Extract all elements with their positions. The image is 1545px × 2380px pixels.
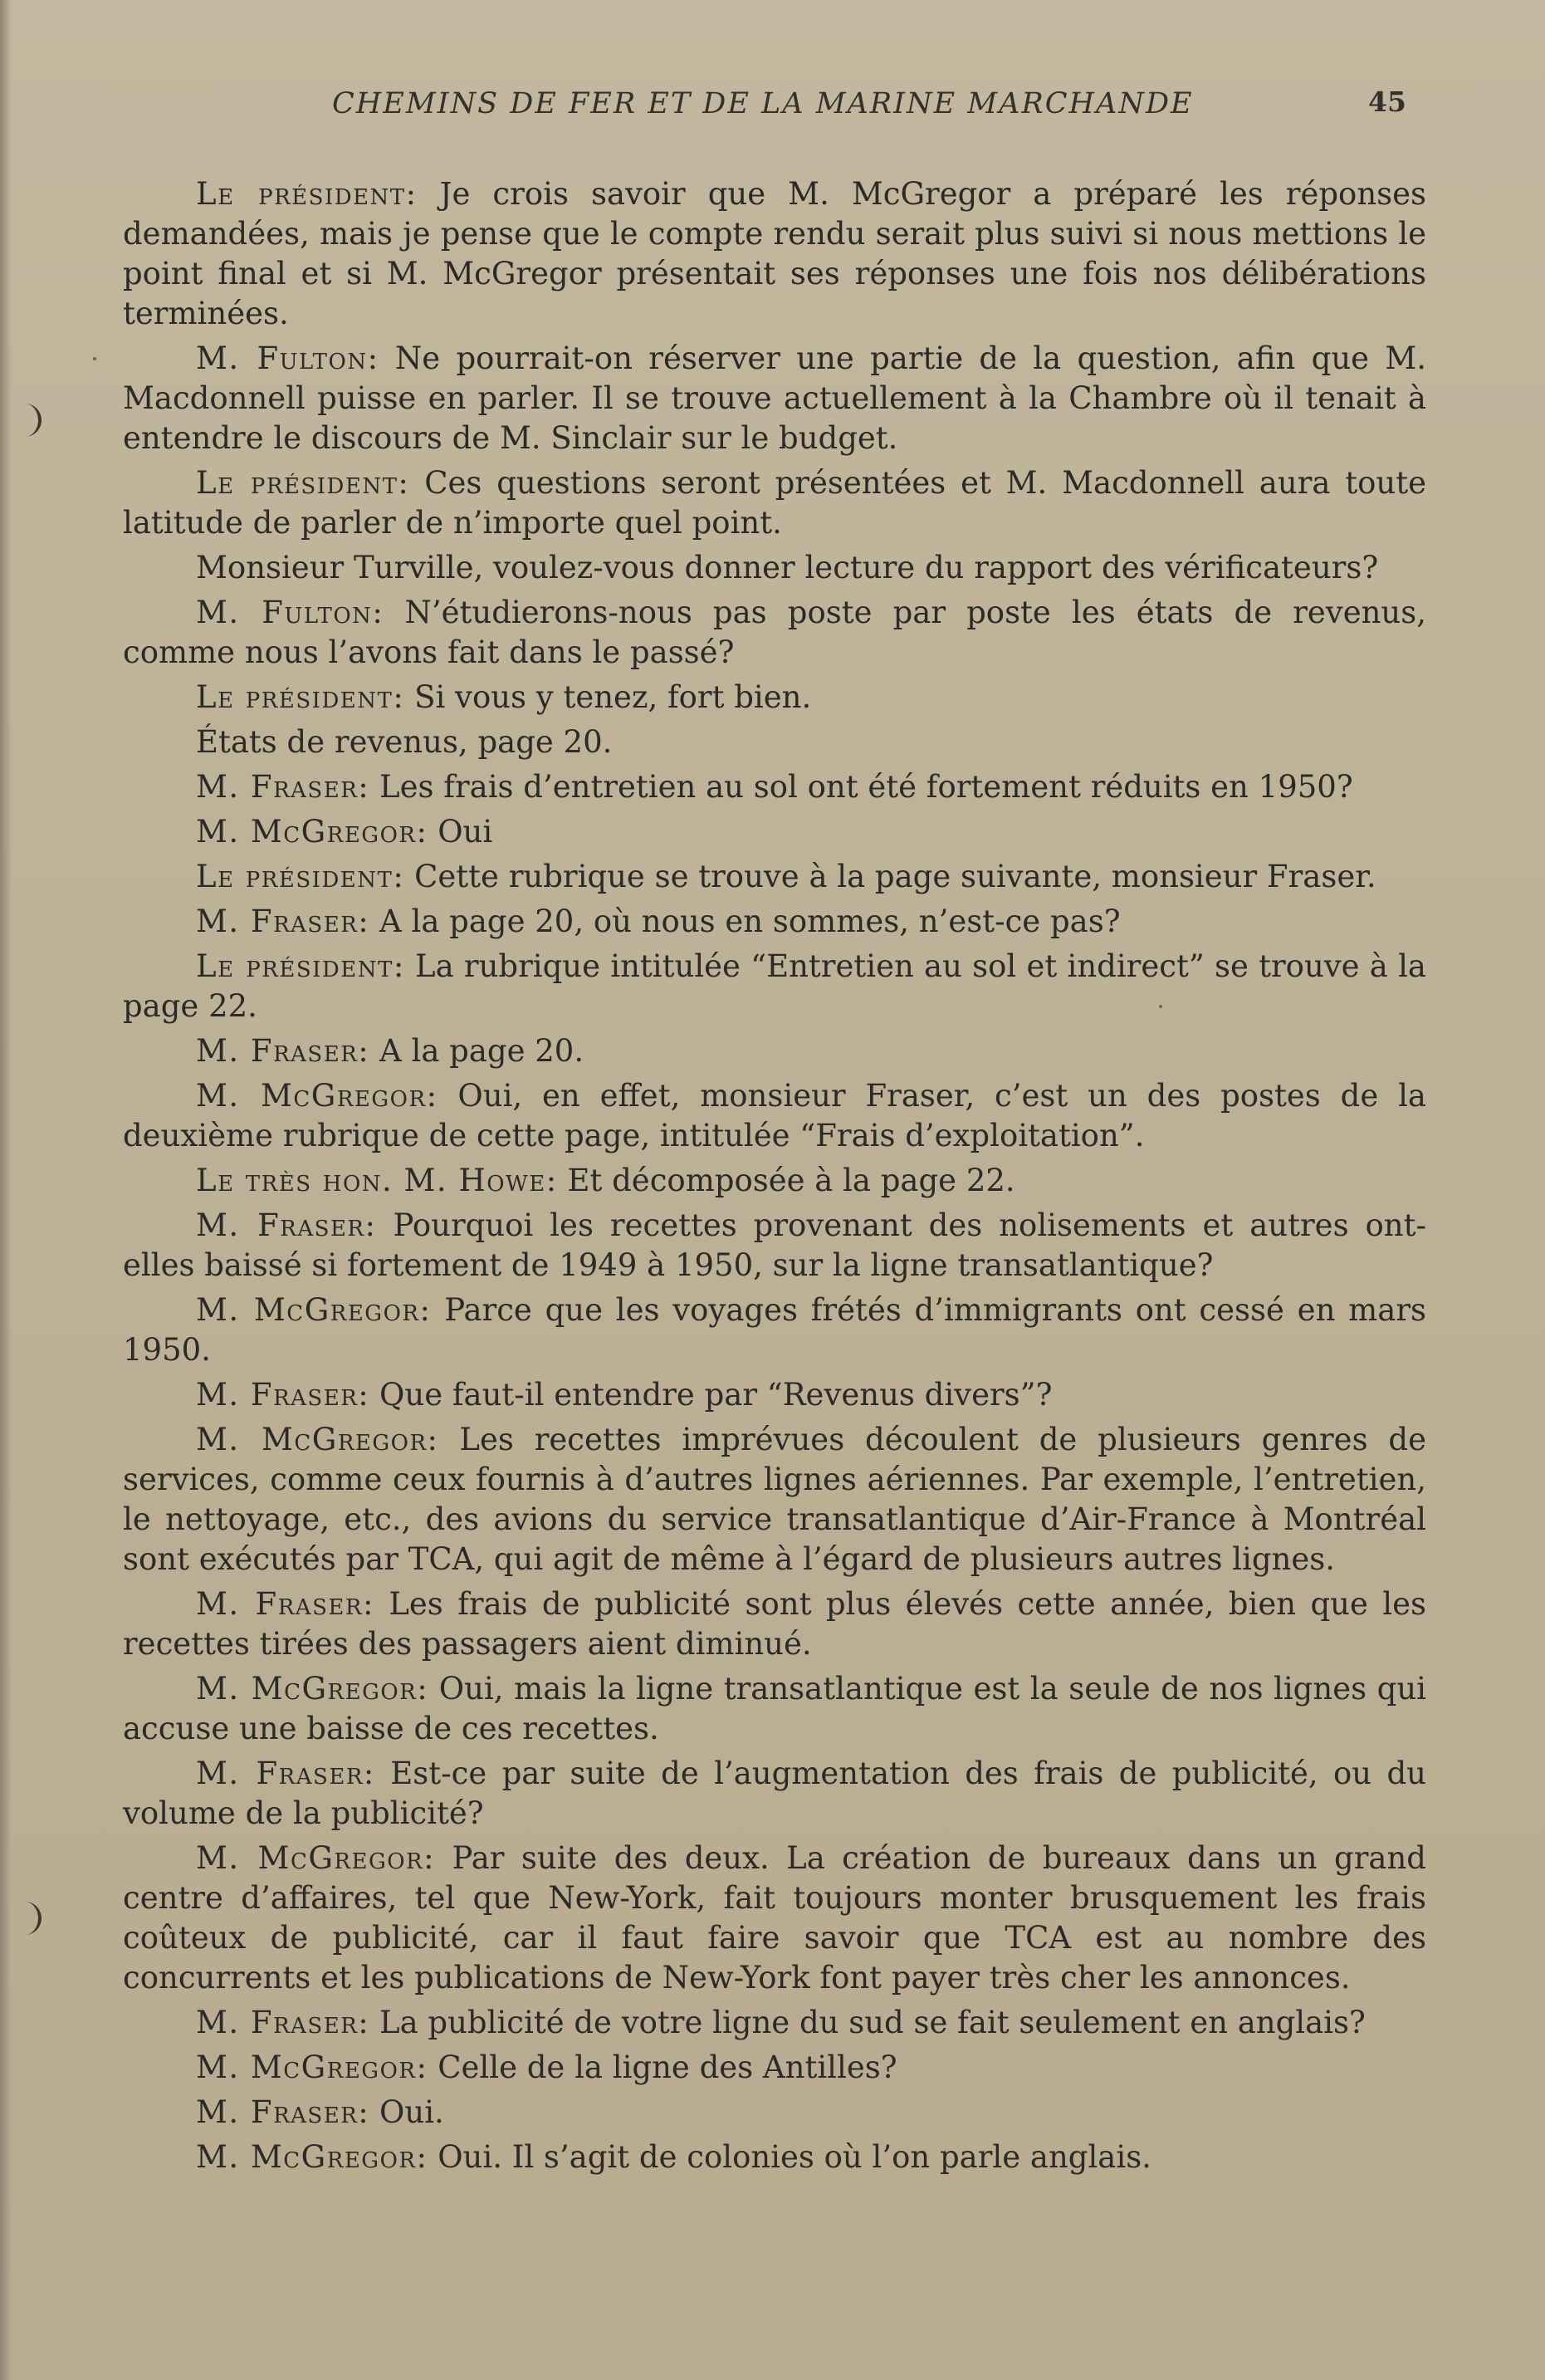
speaker-name: Le président: bbox=[196, 859, 405, 894]
transcript-paragraph bbox=[123, 1161, 1426, 1201]
speaker-name: M. Fulton: bbox=[196, 595, 384, 630]
transcript-paragraph bbox=[123, 902, 1426, 942]
transcript-paragraph bbox=[123, 548, 1426, 588]
paragraph-text: Ces questions seront présentées et M. Macdonnell aura toute latitude de parler de n’importe quel point. bbox=[123, 465, 1426, 541]
paragraph-text: Oui, mais la ligne transatlantique est la seule de nos lignes qui accuse une baisse de ces recettes. bbox=[123, 1671, 1426, 1746]
transcript-paragraph bbox=[123, 1839, 1426, 1998]
speaker-name: Le président: bbox=[196, 465, 410, 501]
speaker-name: M. McGregor: bbox=[196, 2139, 428, 2175]
body-text bbox=[123, 174, 1426, 2182]
speaker-name: M. McGregor: bbox=[196, 1422, 439, 1457]
transcript-paragraph bbox=[123, 1076, 1426, 1156]
speaker-name: M. Fraser: bbox=[196, 2005, 370, 2040]
binding-hole-mark bbox=[23, 1902, 42, 1935]
paragraph-text: N’étudierons-nous pas poste par poste les états de revenus, comme nous l’avons fait dans le passé? bbox=[123, 595, 1426, 670]
transcript-paragraph bbox=[123, 463, 1426, 543]
transcript-paragraph bbox=[123, 678, 1426, 717]
paragraph-text: Je crois savoir que M. McGregor a préparé les réponses demandées, mais je pense que le compte rendu serait plus suivi si nous mettions le point final et si M. McGregor présentait ses réponses une fois nos délibérations terminées. bbox=[123, 176, 1427, 331]
paragraph-text: La rubrique intitulée “Entretien au sol et indirect” se trouve à la page 22. bbox=[123, 948, 1426, 1024]
page-edge-shadow bbox=[0, 0, 12, 2380]
speaker-name: M. Fraser: bbox=[196, 2094, 370, 2130]
transcript-paragraph bbox=[123, 1206, 1426, 1285]
transcript-paragraph bbox=[123, 1375, 1426, 1415]
paragraph-text: Cette rubrique se trouve à la page suivante, monsieur Fraser. bbox=[414, 859, 1376, 894]
binding-hole-mark bbox=[23, 404, 42, 437]
transcript-paragraph bbox=[123, 2138, 1426, 2177]
transcript-paragraph bbox=[123, 1031, 1426, 1071]
paragraph-text: Les recettes imprévues découlent de plusieurs genres de services, comme ceux fournis à d’autres lignes aériennes. Par exemple, l’entretien, le nettoyage, etc., des avions du service transatlantique d’Air-France à Montréal sont exécutés par TCA, qui agit de même à l’égard de plusieurs autres lignes. bbox=[123, 1422, 1426, 1577]
speaker-name: Le président: bbox=[196, 176, 418, 212]
paragraph-text: Par suite des deux. La création de bureaux dans un grand centre d’affaires, tel que New-York, fait toujours monter brusquement les frais coûteux de publicité, car il faut faire savoir que TCA est au nombre des concurrents et les publications de New-York font payer très cher les annonces. bbox=[123, 1840, 1426, 1996]
paragraph-text: États de revenus, page 20. bbox=[196, 724, 613, 760]
speaker-name: M. McGregor: bbox=[196, 1671, 429, 1707]
paragraph-text: La publicité de votre ligne du sud se fait seulement en anglais? bbox=[379, 2005, 1366, 2040]
speaker-name: M. Fraser: bbox=[196, 1033, 370, 1069]
speaker-name: M. McGregor: bbox=[196, 814, 428, 850]
transcript-paragraph bbox=[123, 857, 1426, 897]
speaker-name: Le président: bbox=[196, 679, 405, 715]
transcript-paragraph bbox=[123, 767, 1426, 807]
paragraph-text: Et décomposée à la page 22. bbox=[567, 1163, 1015, 1198]
speaker-name: M. Fraser: bbox=[196, 1377, 370, 1413]
paper-speck bbox=[93, 357, 96, 360]
transcript-paragraph bbox=[123, 174, 1426, 334]
speaker-name: M. Fraser: bbox=[196, 904, 370, 939]
transcript-paragraph bbox=[123, 593, 1426, 673]
paragraph-text: Que faut-il entendre par “Revenus divers”? bbox=[379, 1377, 1053, 1413]
transcript-paragraph bbox=[123, 1669, 1426, 1749]
transcript-paragraph bbox=[123, 2048, 1426, 2088]
transcript-paragraph bbox=[123, 722, 1426, 762]
paragraph-text: Oui. Il s’agit de colonies où l’on parle anglais. bbox=[438, 2139, 1151, 2175]
page-number: 45 bbox=[1368, 86, 1406, 118]
paragraph-text: Les frais de publicité sont plus élevés cette année, bien que les recettes tirées des passagers aient diminué. bbox=[123, 1586, 1427, 1662]
speaker-name: M. Fulton: bbox=[196, 340, 379, 376]
speaker-name: Le président: bbox=[196, 948, 405, 984]
paragraph-text: Les frais d’entretien au sol ont été fortement réduits en 1950? bbox=[379, 769, 1353, 805]
running-head: CHEMINS DE FER ET DE LA MARINE MARCHANDE bbox=[332, 87, 1194, 120]
paragraph-text: Monsieur Turville, voulez-vous donner lecture du rapport des vérificateurs? bbox=[196, 550, 1379, 585]
paragraph-text: A la page 20, où nous en sommes, n’est-ce pas? bbox=[379, 904, 1121, 939]
transcript-paragraph bbox=[123, 1420, 1426, 1579]
speaker-name: M. McGregor: bbox=[196, 1078, 438, 1114]
speaker-name: M. Fraser: bbox=[196, 769, 370, 805]
paragraph-text: Est-ce par suite de l’augmentation des frais de publicité, ou du volume de la publicité? bbox=[123, 1756, 1427, 1831]
transcript-paragraph bbox=[123, 339, 1426, 458]
paragraph-text: A la page 20. bbox=[379, 1033, 584, 1069]
paragraph-text: Oui bbox=[438, 814, 493, 850]
paragraph-text: Oui. bbox=[379, 2094, 444, 2130]
paragraph-text: Celle de la ligne des Antilles? bbox=[438, 2049, 897, 2085]
transcript-paragraph bbox=[123, 1584, 1426, 1664]
speaker-name: M. McGregor: bbox=[196, 2049, 428, 2085]
speaker-name: Le très hon. M. Howe: bbox=[196, 1163, 558, 1198]
transcript-paragraph bbox=[123, 1754, 1426, 1834]
speaker-name: M. Fraser: bbox=[196, 1207, 377, 1243]
speaker-name: M. Fraser: bbox=[196, 1756, 375, 1791]
paragraph-text: Si vous y tenez, fort bien. bbox=[414, 679, 812, 715]
speaker-name: M. McGregor: bbox=[196, 1840, 436, 1876]
paragraph-text: Parce que les voyages frétés d’immigrants ont cessé en mars 1950. bbox=[123, 1292, 1426, 1368]
transcript-paragraph bbox=[123, 1290, 1426, 1370]
transcript-paragraph bbox=[123, 947, 1426, 1026]
transcript-paragraph bbox=[123, 2003, 1426, 2043]
speaker-name: M. Fraser: bbox=[196, 1586, 374, 1622]
transcript-paragraph bbox=[123, 2093, 1426, 2133]
paragraph-text: Pourquoi les recettes provenant des nolisements et autres ont-elles baissé si fortement de 1949 à 1950, sur la ligne transatlantique? bbox=[123, 1207, 1426, 1283]
transcript-paragraph bbox=[123, 812, 1426, 852]
speaker-name: M. McGregor: bbox=[196, 1292, 432, 1328]
paragraph-text: Ne pourrait-on réserver une partie de la question, afin que M. Macdonnell puisse en parler. Il se trouve actuellement à la Chambre où il tenait à entendre le discours de M. Sinclair sur le budget. bbox=[123, 340, 1427, 456]
paragraph-text: Oui, en effet, monsieur Fraser, c’est un des postes de la deuxième rubrique de cette page, intitulée “Frais d’exploitation”. bbox=[123, 1078, 1426, 1153]
